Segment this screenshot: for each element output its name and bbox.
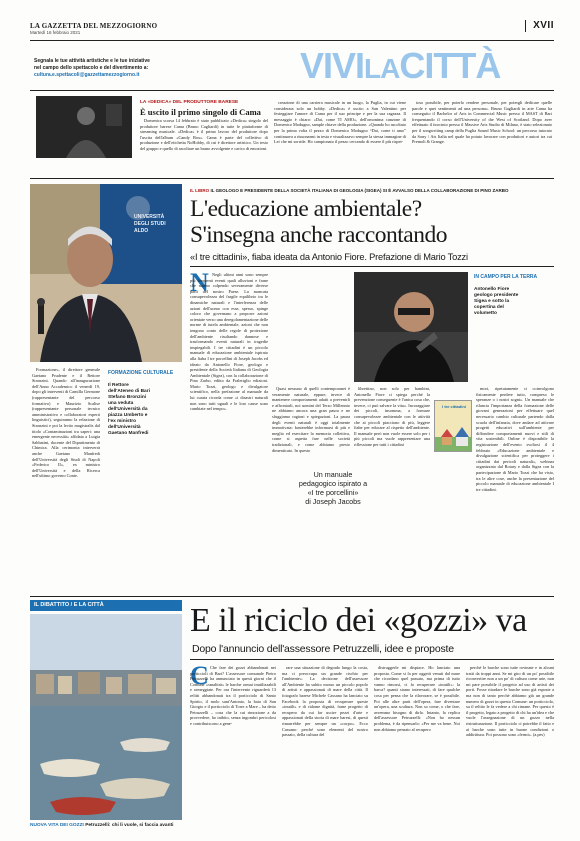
main-body-col3-text: librettino, non solo per bambini, Antonello Fiore ci spiega perché la prevenzione conseguente è l'unica cosa che, invece, ci può salvare la vita». Incoraggiare dei piccoli, insomma, a formare consapevolezze ambientale con le attività che ai piccoli piacciono di più, leggere fiabe per educare al rispetto dell'ambiente. Il manuale però non vuole essere solo per i più piccoli ma vuole rappresentare una riflessione per tutti i cittadini: [354, 386, 430, 447]
section-title: [300, 46, 500, 89]
left-story-body-text: Formazione», il direttore generale Gaetano Prudente e il Rettore Stronzini. Quando all'inaugurazione dell'Anno Accademico il venerdì 19, dopo gli interventi di Camilla Germone (rappresentante del percorso formativo) e Maurizio Scalise (rappresentante personale tecnico amministrativo e collaboratori esperti linguistici), seguiranno la relazione di Stronzini e poi la lectio magistralis dal titolo «Contaminazioni tra saperi: una emergente necessità» affidata a Luigia Sabbatini, docente del Dipartimento di Chimica. Alla cerimonia interverrà anche Gaetano Manfredi dell'Università degli Studi di Napoli «Federico II», ex ministro dell'Università e della Ricerca nell'ultimo governo Conte.: [32, 367, 100, 479]
main-kicker-label: IL LIBRO: [190, 188, 210, 193]
main-kicker: [190, 188, 554, 193]
pullquote-line3: «I tre porcellini»: [307, 488, 359, 497]
brief-col2-text: creazione di una carriera musicale in un luogo, la Puglia, in cui viene considerata solo un hobby. «Dedica» è uscito a San Valentino per festeggiare l'amore di Cama per il suo principe e per la sua ragazza. Il messaggio è chiaro: «Dai, come TI AMO», dell'omonima canzone di Domenico Modugno, sample chiave della produzione. «Quando ho ascoltato per la prima volta il pezzo di Domenico Modugno “Dai, come ti amo” continuava a risuonarmi in testa e visualizzavo sempre la stessa immagine di Lei che mi sorride. Ho campionato il pezzo cercando di essere il più rispet-: [274, 100, 406, 145]
section-title-part2: LA: [364, 53, 400, 84]
main-dropcap: N: [190, 268, 209, 297]
brief-col1-text: Domenica scorsa 14 febbraio è stato pubblicato «Dedica» singolo del produttore barese Cama (Bruno Cagliardi) in tutte le piattaforme di streaming musicale. «Dedica» è il primo lavoro del produttore dopo l'uscita dell'album «Candy Box». Cama è parte del collettivo di produzione e dell'etichetta NoHobby, di cui è direttore artistico. Un testo del gruppo e quello di ascoltare un brano avvolgente e carico di emozioni.: [140, 118, 268, 151]
pullquote: [292, 470, 374, 506]
submission-note: [34, 58, 274, 79]
banner-line2: DEGLI STUDI: [134, 221, 166, 227]
left-caption: Il Rettore dell'Ateneo di Bari Stefano Bronzini una veduta dell'Università da piazza Umberto e l'ex ministro dell'Università Gaetano Manfredi: [108, 383, 150, 436]
debate-label: [30, 600, 182, 611]
bottom-body-col2: [282, 665, 368, 835]
pullquote-line4: di Joseph Jacobs: [305, 497, 361, 506]
fiore-caption: Antonello Fiore geologo presidente Sigea e sotto la copertina del volumetto: [474, 287, 519, 316]
main-body-col1: [190, 268, 268, 562]
masthead: [30, 22, 554, 34]
issue-date: Martedì 16 febbraio 2021: [30, 30, 81, 35]
bottom-dropcap: C: [190, 661, 209, 690]
brief-headline: È uscito il primo singolo di Cama: [140, 107, 261, 117]
page-number-divider: [525, 20, 526, 32]
brief-col2: [274, 100, 406, 170]
main-headline-line1: L'educazione ambientale?: [190, 196, 422, 222]
brief-col3-text: toso possibile, per poterlo rendere personale, per potergli dedicare quelle parole e quei sentimenti ad una persona». Bruno Gagliardi in arte Cama ha conseguito il Bachelor of Arts in Commercial Music presso il MAST di Bari frequentando il corso dell'University of the West of Scotland. Dopo aver effettuato il tirocinio presso il Massive Arts Studio di Milano, è stato selezionato per il songwriting camp della Puglia Sound Music School: un percorso tutorato da Sony / Ats Italia nel quale ha potuto lavorare con produttori e autori tra cui Premoli & Grange.: [412, 100, 552, 145]
submission-note-line1: Segnala le tue attività artistiche e le tue iniziative: [34, 58, 150, 64]
page-number: XVII: [533, 20, 554, 31]
brief-kicker: LA «DEDICA» DEL PRODUTTORE BARESE: [140, 100, 239, 105]
bottom-body-col2-text: rare una situazione di degrado lungo la costa, ma ci preoccupa un grande rischio per l'ambiente». La decisione dell'assessore all'Ambiente ha subito mosso un piccolo popolo di artisti e appassionati di mare della città. Il fotografo barese Michele Cassano ha lanciato su Facebook la proposta di recuperare queste «inutili» e di ridarne dignità, farne progetto di recupero da cui far uscire pezzi d'arte e appassionati della storia di mare baresi, di questi rimarrebbe per sempre un «corpo». Ecco Cassano: perché sono elementi del nostro passato, della cultura del: [282, 665, 368, 738]
bottom-body-col3-text: distruggerle mi dispiace. Ho lanciato una proposta. Come si fa per oggetti venuti dal mare che ricordano quel passato, ma prima di tutto vanno rimossi, ci fa recuperare «inutili»: la barca? quanti siamo interessati, di fare qualche cosa per pensa che la rilavorare, se è possibile. Poi alle altre parti dell'opera, fare diventare un'opera, una scultura. Non so come, o che fare, avremmo bisogno di dirlo. Intanto, la replica dell'assessore Petruzzelli: «Non ho nessun problema, è da ripensarlo: «Per me va bene. Noi non abbiamo pensato al recupero: [374, 665, 460, 732]
masthead-rule: [30, 40, 554, 41]
brief-rule: [30, 178, 554, 179]
banner-line1: UNIVERSITÀ: [134, 214, 165, 220]
main-kicker-text: IL GEOLOGO E PRESIDENTE DELLA SOCIETÀ ITALIANA DI GEOLOGIA (SIGEA) SI È AVVALSO DELLA COLLABORAZIONE DI PINO ZARBO: [210, 188, 509, 193]
book-cover: [434, 400, 472, 452]
main-body-col2-text: Quasi nessuno di quelli contemporanei è veramente naturale, eppure, invece di mantenere comportamenti adatti a prevenirli e affrontarli, noi uomini del Terzo Millennio ne abbiamo ancora una gran paura e ne sfuggiamo ragioni e spiegazioni. La paura degli eventi naturali è oggi totalmente immotivata: basterebbe informarsi di più e meglio ed esercitare la memoria collettiva, come si aspetta fare nelle società tradizionali, e come abbiamo presto dimenticato. In questo: [272, 386, 350, 453]
bottom-headline: E il riciclo dei «gozzi» va: [190, 602, 527, 639]
section-title-part1: VIVI: [300, 45, 365, 86]
main-headline: [190, 196, 554, 248]
debate-label-text: IL DIBATTITO / E LA CITTÀ: [34, 602, 104, 608]
bottom-subhead-rule: [190, 659, 554, 660]
cama-photo: [36, 96, 132, 158]
fiore-caption-head: IN CAMPO PER LA TERRA: [474, 274, 538, 280]
pullquote-line2: pedagogico ispirato a: [298, 479, 368, 488]
left-caption-head: FORMAZIONE CULTURALE: [108, 370, 174, 376]
bottom-body-col4-text: perché le barche sono tutte rovinate e in alcuni tratti da troppi anni. Se mi giro di un po' possibile riconvertire non a un po' di cultura come arte, non mi pare possibile il progetto ad uso di artisti dei porti. Fosse ritardare le barche sono già esposte a ma non di tanto perché abbiamo già un grande numero di gozzi in questo Comune: un porticciolo, su il relitto le fa vedere a chi rimane. Per questo è il progetto, legato a progetto di chi ha un'idea e che vuole l'assegnazione di un gozzo nella ristrutturazione. Il porticciolo ci potrebbe il fatto e ai barche sono tutte in buone condizioni o addirittura. Poi possono sono «fermi». (a.pes): [466, 665, 554, 738]
main-body-col4: [476, 386, 554, 562]
gozzi-caption-head: NUOVA VITA DEI GOZZI: [30, 823, 84, 828]
fiore-photo: [354, 272, 468, 382]
bottom-body-col1: [190, 661, 276, 835]
banner-line3: ALDO: [134, 228, 149, 234]
gozzi-photo: [30, 614, 182, 820]
main-headline-line2: S'insegna anche raccontando: [190, 222, 447, 248]
book-cover-title: I tre cittadini: [442, 404, 466, 409]
paper-name: LA GAZZETTA DEL MEZZOGIORNO: [30, 22, 158, 30]
submission-note-line2: nel campo dello spettacolo e del divertimento a:: [34, 65, 149, 71]
main-subhead: «I tre cittadini», fiaba ideata da Antonio Fiore. Prefazione di Mario Tozzi: [190, 252, 468, 262]
gozzi-caption: [30, 823, 182, 829]
main-subhead-rule: [190, 266, 554, 267]
main-bottom-rule: [30, 596, 554, 597]
bottom-subhead: Dopo l'annuncio dell'assessore Petruzzelli, idee e proposte: [192, 643, 454, 655]
main-body-col1-text: Negli ultimi anni sono sempre più frequenti eventi quali alluvioni e frane che stanno colpendo severamente diverse parti del nostro Paese. La mancata consapevolezza del fragile equilibrio tra le dinamiche naturali e l'interferenza delle azioni dell'uomo con esse, spesso, spinge coloro che governano a proporre azioni orientate verso una deregolamentazione delle norme di tutela ambientale, azioni che non tengono conto delle regole di protezione dell'ambiente risultando dannose e trasformando eventi naturali in tragedie inspiegabili. I tre cittadini è un piccolo manuale di educazione ambientale ispirato alla fiaba I tre porcellini di Joseph Jacobs ed ideato da Antonello Fiore, geologo e presidente della Società Italiana di Geologia Ambientale (Sigea), con la collaborazione di Pino Zarbo, editto da Fraleriglio edizioni. Mario Tozzi, geologo e divulgatore scientifico, nella prefazione al manuale da lui curata ricorda come «i disastri naturali non sono tutti uguali e le loro cause sono cambiate nel tempo».: [190, 272, 268, 412]
bottom-body-col4: [466, 665, 554, 835]
bottom-body-col1-text: Che fare dei gozzi abbandonati nei porticcioli di Bari? L'assessore comunale Pietro Petruzzelli ha annunciato in questi giorni che il Comune «smaltirà» le barche ormai inutilizzabili e ormeggiate. Per ora l'intervento riguarderà 13 relitti abbandonati tra il porticciolo di Santo Spirito, il molo sant'Antonio, la baia di San Giorgio e il porticciolo di Torre a Mare – ha detto Petruzzelli – cosa che la cui rimozione a da provvedere, ho inibito, senza ingombri pericolosi e contribuiscono a gene-: [190, 665, 276, 726]
section-title-part3: CITTÀ: [399, 45, 501, 86]
gozzi-caption-text: Petruzzelli: chi li vuole, si faccia avanti: [85, 823, 174, 828]
main-body-col4-text: mori, ripetutamente ci coinvolgono fisicamente perdere tutto, compreso le speranze o i nostri sogni». Un manuale che rilancia l'importanza della formazione delle giovani generazioni per effettuare quel necessario cambio culturale partendo dalla scuola dell'infanzia, dove andare ad attivare progetti educativi sull'ambiente per diffondere comportamenti nuovi e stili di vita sostenibili. Online è disponibile la registrazione dell'evento svoltosi il 4 febbraio «Educazione ambientale e divulgazione scientifica per proteggere i cittadini dai pericoli naturali», webinar organizzato dal Rotary e dalla Sigea con la partecipazione di Mario Tozzi che ha visto, tra le altre cose, anche la presentazione del piccolo manuale di educazione ambientale I tre cittadini.: [476, 386, 554, 492]
pullquote-line1: Un manuale: [313, 470, 353, 479]
brief-col1: [140, 118, 268, 170]
bottom-body-col3: [374, 665, 460, 835]
section-rule: [30, 90, 554, 91]
rector-photo: [30, 184, 182, 362]
submission-email[interactable]: cultura.e.spettacoli@gazzettamezzogiorno.it: [34, 72, 140, 78]
brief-col3: [412, 100, 552, 170]
left-story-body: [32, 367, 100, 589]
